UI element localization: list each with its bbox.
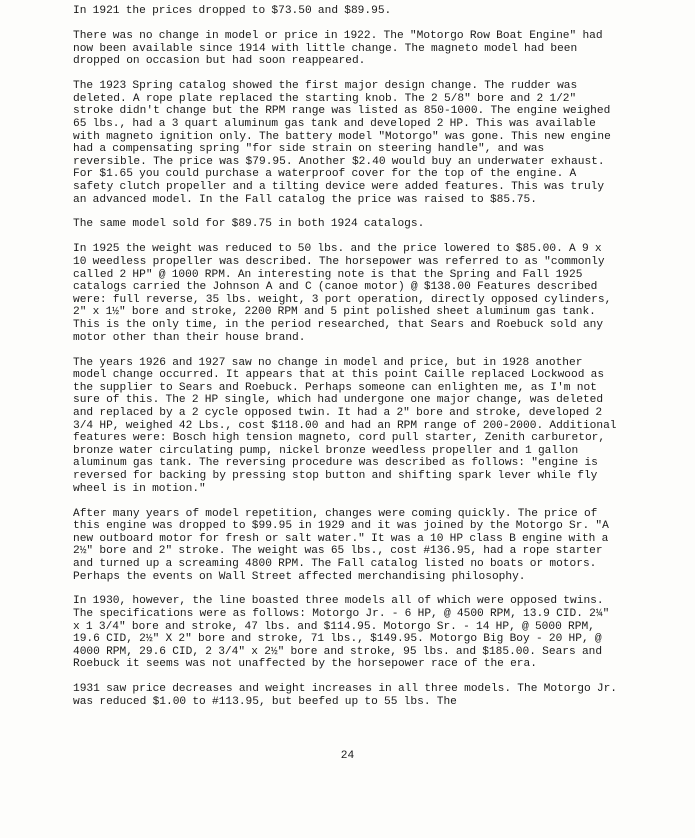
paragraph-1923-design-change: The 1923 Spring catalog showed the first major design change. The rudder was deleted. A rope plate replaced the starting knob. The 2 5/8" bore and 2 1/2" stroke didn't change but the RPM range was listed as 850-1000. The engine weighed 65 lbs., had a 3 quart aluminum gas tank and developed 2 HP. This was available with magneto ignition only. The battery model "Motorgo" was gone. This new engine had a compensating spring "for side strain on steering handle", and was reversible. The price was $79.95. Another $2.40 would buy an underwater exhaust. For $1.65 you could purchase a waterproof cover for the top of the engine. A safety clutch propeller and a tilting device were added features. This was truly an advanced model. In the Fall catalog the price was raised to $85.75. — [73, 80, 611, 206]
paragraph-1924-catalogs: The same model sold for $89.75 in both 1924 catalogs. — [73, 218, 425, 231]
paragraph-1922-no-change: There was no change in model or price in 1922. The "Motorgo Row Boat Engine" had now been available since 1914 with little change. The magneto model had been dropped on occasion but had soon reappeared. — [73, 29, 603, 68]
paragraph-1925-weight: In 1925 the weight was reduced to 50 lbs. and the price lowered to $85.00. A 9 x 10 weedless propeller was described. The horsepower was referred to as "commonly called 2 HP" @ 1000 RPM. An interesting note is that the Spring and Fall 1925 catalogs carried the Johnson A and C (canoe motor) @ $138.00 Features described were: full reverse, 35 lbs. weight, 3 port operation, directly opposed cylinders, 2" x 1½" bore and stroke, 2200 RPM and 5 pint polished sheet aluminum gas tank. This is the only time, in the period researched, that Sears and Roebuck sold any motor other than their house brand. — [73, 243, 612, 344]
paragraph-1921-prices: In 1921 the prices dropped to $73.50 and $89.95. — [73, 5, 392, 17]
paragraph-1931: 1931 saw price decreases and weight increases in all three models. The Motorgo Jr. was reduced $1.00 to #113.95, but beefed up to 55 lbs. The — [73, 683, 618, 709]
document-body — [73, 5, 618, 721]
page-number: 24 — [340, 750, 355, 762]
paragraph-1926-1928: The years 1926 and 1927 saw no change in model and price, but in 1928 another model change occurred. It appears that at this point Caille replaced Lockwood as the supplier to Sears and Roebuck. Perhaps someone can enlighten me, as I'm not sure of this. The 2 HP single, which had undergone one major change, was deleted and replaced by a 2 cycle opposed twin. It had a 2" bore and stroke, developed 2 3/4 HP, weighed 42 Lbs., cost $118.00 and had an RPM range of 200-2000. Additional features were: Bosch high tension magneto, cord pull starter, Zenith carburetor, bronze water circulating pump, nickel bronze weedless propeller and 1 gallon aluminum gas tank. The reversing procedure was described as follows: "engine is reversed for backing by pressing stop button and shifting spark lever while fly wheel is in motion." — [73, 356, 617, 495]
paragraph-1929-motorgo-sr: After many years of model repetition, changes were coming quickly. The price of this engine was dropped to $99.95 in 1929 and it was joined by the Motorgo Sr. "A new outboard motor for fresh or salt water." It was a 10 HP class B engine with a 2½" bore and 2" stroke. The weight was 65 lbs., cost #136.95, had a rope starter and turned up a screaming 4800 RPM. The Fall catalog listed no boats or motors. Perhaps the events on Wall Street affected merchandising philosophy. — [73, 507, 609, 583]
paragraph-1930-three-models: In 1930, however, the line boasted three models all of which were opposed twins. The specifications were as follows: Motorgo Jr. - 6 HP, @ 4500 RPM, 13.9 CID. 2¼" x 1 3/4" bore and stroke, 47 lbs. and $114.95. Motorgo Sr. - 14 HP, @ 5000 RPM, 19.6 CID, 2½" X 2" bore and stroke, 71 lbs., $149.95. Motorgo Big Boy - 20 HP, @ 4000 RPM, 29.6 CID, 2 3/4" x 2½" bore and stroke, 95 lbs. and $185.00. Sears and Roebuck it seems was not unaffected by the horsepower race of the era. — [73, 595, 610, 671]
